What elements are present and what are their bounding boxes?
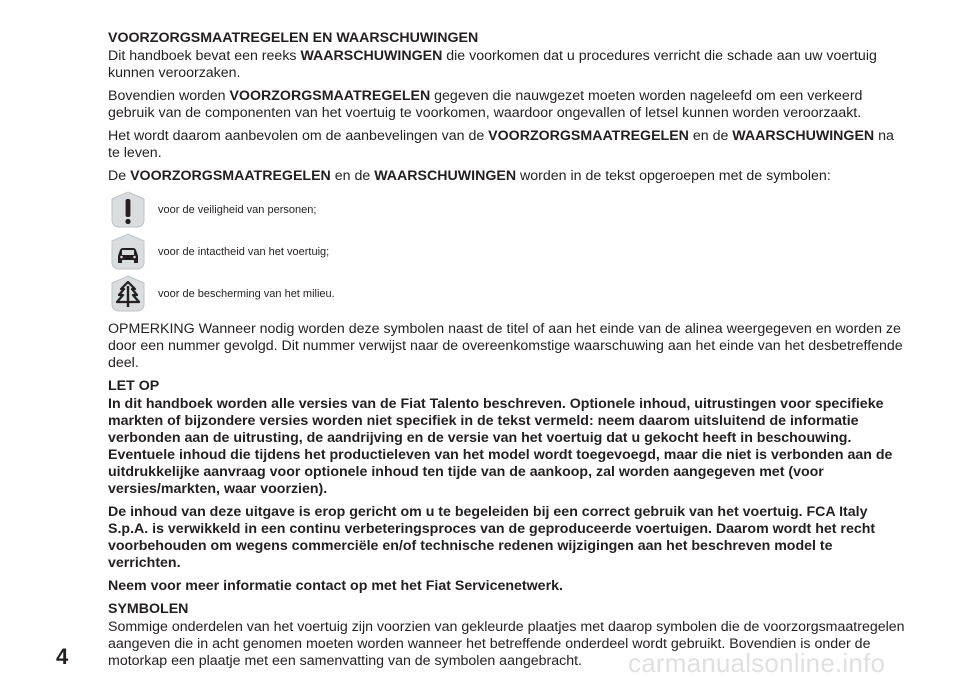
paragraph-recommendation: Het wordt daarom aanbevolen om de aanbevelingen van de VOORZORGSMAATREGELEN en de WAARSCHUWINGEN na te leven. — [108, 128, 894, 161]
exclamation-warning-icon — [108, 190, 148, 230]
watermark-text: carmanualsonline.info — [628, 648, 886, 678]
paragraph-let-op-content: De inhoud van deze uitgave is erop gericht om u te begeleiden bij een correct gebruik van het voertuig. FCA Italy S.p.A. is verwikkeld in een continu verbeteringsproces van de geproduceerde voertuigen. Daarom wordt het recht voorbehouden om wegens commerciële en/of technische redenen wijzigingen aan het beschreven model te verrichten. — [108, 504, 876, 571]
symbol-label: voor de intactheid van het voertuig; — [158, 245, 330, 258]
symbol-item-safety — [108, 189, 908, 231]
paragraph-precautions-intro: Bovendien worden VOORZORGSMAATREGELEN gegeven die nauwgezet moeten worden nageleefd om een verkeerd gebruik van de componenten van het voertuig te voorkomen, waardoor ongevallen of letsel kunnen worden veroorzaakt. — [108, 88, 863, 121]
paragraph-symbolen: Sommige onderdelen van het voertuig zijn voorzien van gekleurde plaatjes met daarop symbolen die de voorzorgsmaatregelen aangeven die in acht genomen moeten worden wanneer het betreffende onderdeel wordt gebruikt. Bovendien is onder de motorkap een plaatje met een samenvatting van de symbolen aangebracht. — [108, 619, 905, 669]
section-heading-symbolen: SYMBOLEN — [108, 601, 189, 617]
paragraph-let-op-service: Neem voor meer informatie contact op met het Fiat Servicenetwerk. — [108, 578, 563, 594]
symbol-item-vehicle — [108, 231, 908, 273]
paragraph-let-op-versions: In dit handboek worden alle versies van de Fiat Talento beschreven. Optionele inhoud, uitrustingen voor specifieke markten of bijzondere versies worden niet specifiek in de tekst vermeld: neem daarom uitsluitend de informatie verbonden aan de uitrusting, de aandrijving en de versie van het voertuig dat u gekocht heeft in beschouwing. Eventuele inhoud die tijdens het productieleven van het model wordt toegevoegd, maar die niet is verbonden aan de uitdrukkelijke aanvraag voor optionele inhoud ten tijde van de aankoop, zal worden aangegeven met (voor versies/markten, waar voorzien). — [108, 396, 893, 497]
symbol-label: voor de bescherming van het milieu. — [158, 287, 335, 300]
paragraph-warnings-intro: Dit handboek bevat een reeks WAARSCHUWINGEN die voorkomen dat u procedures verricht die schade aan uw voertuig kunnen veroorzaken. — [108, 48, 877, 81]
symbol-item-environment — [108, 273, 908, 315]
page-content — [108, 30, 908, 676]
tree-warning-icon — [108, 274, 148, 314]
section-heading-precautions: VOORZORGSMAATREGELEN EN WAARSCHUWINGEN — [108, 30, 479, 46]
paragraph-note: OPMERKING Wanneer nodig worden deze symbolen naast de titel of aan het einde van de alinea weergegeven en worden ze door een nummer gevolgd. Dit nummer verwijst naar de overeenkomstige waarschuwing aan het einde van het desbetreffende deel. — [108, 321, 903, 371]
car-warning-icon — [108, 232, 148, 272]
paragraph-symbols-intro: De VOORZORGSMAATREGELEN en de WAARSCHUWINGEN worden in de tekst opgeroepen met de symbolen: — [108, 168, 831, 184]
symbol-label: voor de veiligheid van personen; — [158, 203, 317, 216]
page-number: 4 — [56, 644, 69, 669]
section-heading-let-op: LET OP — [108, 378, 160, 394]
symbol-list — [108, 189, 908, 315]
